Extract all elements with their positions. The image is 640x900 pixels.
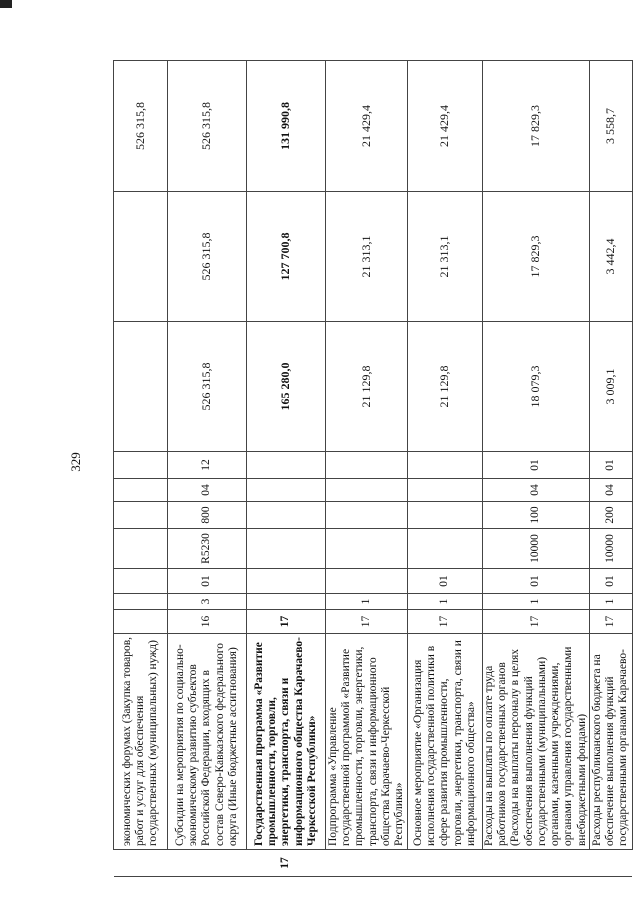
value-year-2: 17 829,3 bbox=[483, 192, 590, 322]
section-number-cell bbox=[483, 850, 590, 877]
row-name: Подпрограмма «Управление государственной программой «Развитие промышленности, торговли, энергетики, транспорта, связи и информационного общества Карачаево-Черкесской Республики» bbox=[326, 634, 408, 850]
page-number: 329 bbox=[68, 452, 83, 472]
value-year-1: 3 009,1 bbox=[589, 322, 632, 452]
row-name: Расходы республиканского бюджета на обеспечение выполнения функций государственными органами Карачаево- bbox=[589, 634, 632, 850]
row-name: Государственная программа «Развитие промышленности, торговли, энергетики, транспорта, связи и информационного общества Карачаево-Черкесской Республики» bbox=[247, 634, 326, 850]
value-year-3: 3 558,7 bbox=[589, 61, 632, 192]
table-row bbox=[114, 61, 168, 877]
row-name: Основное мероприятие «Организация исполнения государственной политики в сфере развития промышленности, торговли, энергетики, транспорта, связи и информационного общества» bbox=[408, 634, 483, 850]
table-row: Расходы на выплаты по оплате труда работников государственных органов (Расходы на выплаты персоналу в целях обеспечения выполнения функций государственными (муниципальными) органами, казенными учреждениями, органами управления государственными внебюджетными фондами) 17 1 01 10000 100 04 01 18 079,3 17 829,3 17 829,3 bbox=[483, 61, 590, 877]
budget-table bbox=[113, 60, 633, 877]
value-year-2: 3 442,4 bbox=[589, 192, 632, 322]
section-number-cell bbox=[168, 850, 247, 877]
value-year-3: 526 315,8 bbox=[168, 61, 247, 192]
scan-corner-mark bbox=[0, 0, 12, 8]
row-name: Расходы на выплаты по оплате труда работников государственных органов (Расходы на выплаты персоналу в целях обеспечения выполнения функций государственными (муниципальными) органами, казенными учреждениями, органами управления государственными внебюджетными фондами) bbox=[483, 634, 590, 850]
table-row: 17 Государственная программа «Развитие промышленности, торговли, энергетики, транспорта, связи и информационного общества Карачаево-Черкесской Республики» 17 165 280,0 127 700,8 131 990,8 bbox=[247, 61, 326, 877]
section-number-cell: 17 bbox=[247, 850, 326, 877]
value-year-3: 131 990,8 bbox=[247, 61, 326, 192]
table-row: Расходы республиканского бюджета на обеспечение выполнения функций государственными органами Карачаево- 17 1 01 10000 200 04 01 3 009,1 3 442,4 3 558,7 bbox=[589, 61, 632, 877]
table-row: Субсидии на мероприятия по социально-экономическому развитию субъектов Российской Федерации, входящих в состав Северо-Кавказского федерального округа (Иные бюджетные ассигнования) 16 3 01 R5230 800 04 12 526 315,8 526 315,8 526 315,8 bbox=[168, 61, 247, 877]
value-year-3: 21 429,4 bbox=[326, 61, 408, 192]
value-year-3: 17 829,3 bbox=[483, 61, 590, 192]
value-year-1 bbox=[114, 322, 168, 452]
value-year-1: 21 129,8 bbox=[408, 322, 483, 452]
value-year-2: 21 313,1 bbox=[408, 192, 483, 322]
value-year-2 bbox=[114, 192, 168, 322]
value-year-2: 21 313,1 bbox=[326, 192, 408, 322]
value-year-1: 21 129,8 bbox=[326, 322, 408, 452]
row-name: экономических форумах (Закупка товаров, работ и услуг для обеспечения государственных (муниципальных) нужд) bbox=[114, 634, 168, 850]
value-year-1: 18 079,3 bbox=[483, 322, 590, 452]
table-row: Основное мероприятие «Организация исполнения государственной политики в сфере развития промышленности, торговли, энергетики, транспорта, связи и информационного общества» 17 1 01 21 129,8 21 313,1 21 429,4 bbox=[408, 61, 483, 877]
section-number-cell bbox=[408, 850, 483, 877]
row-name: Субсидии на мероприятия по социально-экономическому развитию субъектов Российской Федерации, входящих в состав Северо-Кавказского федерального округа (Иные бюджетные ассигнования) bbox=[168, 634, 247, 850]
section-number-cell bbox=[589, 850, 632, 877]
section-number-cell bbox=[326, 850, 408, 877]
table-row: Подпрограмма «Управление государственной программой «Развитие промышленности, торговли, энергетики, транспорта, связи и информационного общества Карачаево-Черкесской Республики» 17 1 21 129,8 21 313,1 21 429,4 bbox=[326, 61, 408, 877]
rotated-page-content bbox=[113, 61, 630, 877]
value-year-3: 21 429,4 bbox=[408, 61, 483, 192]
value-year-2: 127 700,8 bbox=[247, 192, 326, 322]
value-year-3: 526 315,8 bbox=[114, 61, 168, 192]
value-year-1: 526 315,8 bbox=[168, 322, 247, 452]
value-year-1: 165 280,0 bbox=[247, 322, 326, 452]
value-year-2: 526 315,8 bbox=[168, 192, 247, 322]
section-number-cell bbox=[114, 850, 168, 877]
